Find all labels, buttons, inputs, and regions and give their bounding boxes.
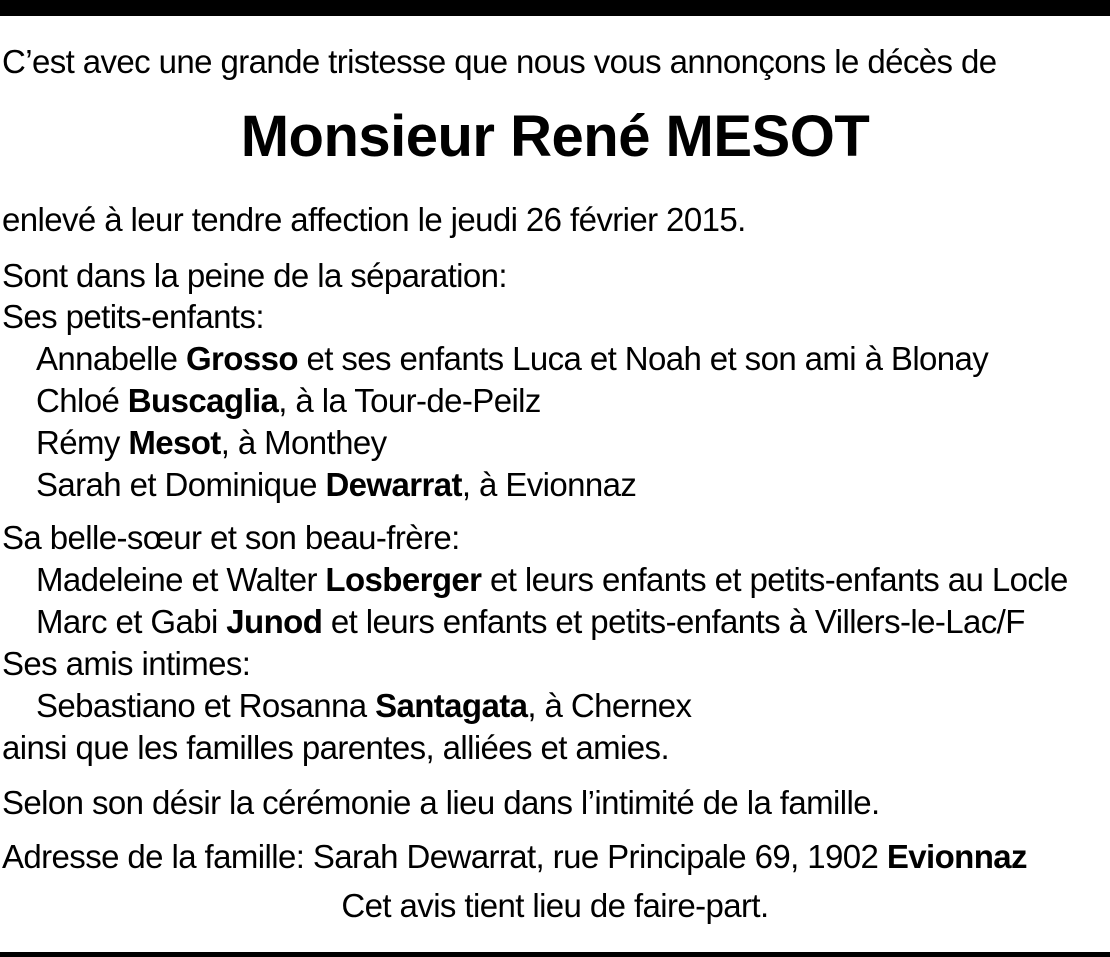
item-detail: , à Monthey bbox=[220, 424, 387, 461]
mourners-heading: Sont dans la peine de la séparation: bbox=[2, 257, 507, 294]
address-text: Adresse de la famille: Sarah Dewarrat, rue Principale 69, 1902 bbox=[2, 838, 887, 875]
item-detail: et leurs enfants et petits-enfants au Locle bbox=[481, 561, 1068, 598]
closing-line: Cet avis tient lieu de faire-part. bbox=[341, 887, 769, 924]
families-line: ainsi que les familles parentes, alliées et amies. bbox=[2, 729, 670, 766]
first-names: Rémy bbox=[36, 424, 129, 461]
surname: Losberger bbox=[325, 561, 482, 598]
surname: Buscaglia bbox=[127, 382, 279, 419]
first-names: Marc et Gabi bbox=[36, 603, 227, 640]
surname: Grosso bbox=[185, 340, 298, 377]
first-names: Sebastiano et Rosanna bbox=[36, 687, 376, 724]
deceased-name: Monsieur René MESOT bbox=[240, 104, 870, 169]
first-names: Sarah et Dominique bbox=[36, 466, 326, 503]
surname: Santagata bbox=[375, 687, 528, 724]
list-item bbox=[36, 339, 988, 379]
bottom-rule bbox=[0, 952, 1110, 957]
list-item bbox=[36, 686, 691, 726]
surname: Junod bbox=[226, 603, 323, 640]
address-town: Evionnaz bbox=[886, 838, 1027, 875]
list-item bbox=[36, 423, 387, 463]
item-detail: , à la Tour-de-Peilz bbox=[278, 382, 541, 419]
first-names: Madeleine et Walter bbox=[36, 561, 326, 598]
inlaws-heading: Sa belle-sœur et son beau-frère: bbox=[2, 519, 460, 556]
first-names: Chloé bbox=[36, 382, 128, 419]
death-line: enlevé à leur tendre affection le jeudi 26 février 2015. bbox=[2, 201, 746, 238]
intro-line: C’est avec une grande tristesse que nous vous annonçons le décès de bbox=[2, 43, 997, 80]
friends-heading: Ses amis intimes: bbox=[2, 645, 251, 682]
top-rule bbox=[0, 0, 1110, 16]
list-item bbox=[36, 465, 636, 505]
ceremony-line: Selon son désir la cérémonie a lieu dans l’intimité de la famille. bbox=[2, 784, 880, 821]
list-item bbox=[36, 602, 1025, 642]
list-item bbox=[36, 560, 1068, 600]
surname: Mesot bbox=[128, 424, 221, 461]
item-detail: et ses enfants Luca et Noah et son ami à Blonay bbox=[297, 340, 989, 377]
list-item bbox=[36, 381, 541, 421]
first-names: Annabelle bbox=[36, 340, 186, 377]
surname: Dewarrat bbox=[325, 466, 462, 503]
item-detail: , à Evionnaz bbox=[461, 466, 637, 503]
address-line bbox=[2, 837, 1027, 877]
item-detail: , à Chernex bbox=[527, 687, 692, 724]
item-detail: et leurs enfants et petits-enfants à Villers-le-Lac/F bbox=[322, 603, 1025, 640]
grandchildren-heading: Ses petits-enfants: bbox=[2, 298, 264, 335]
